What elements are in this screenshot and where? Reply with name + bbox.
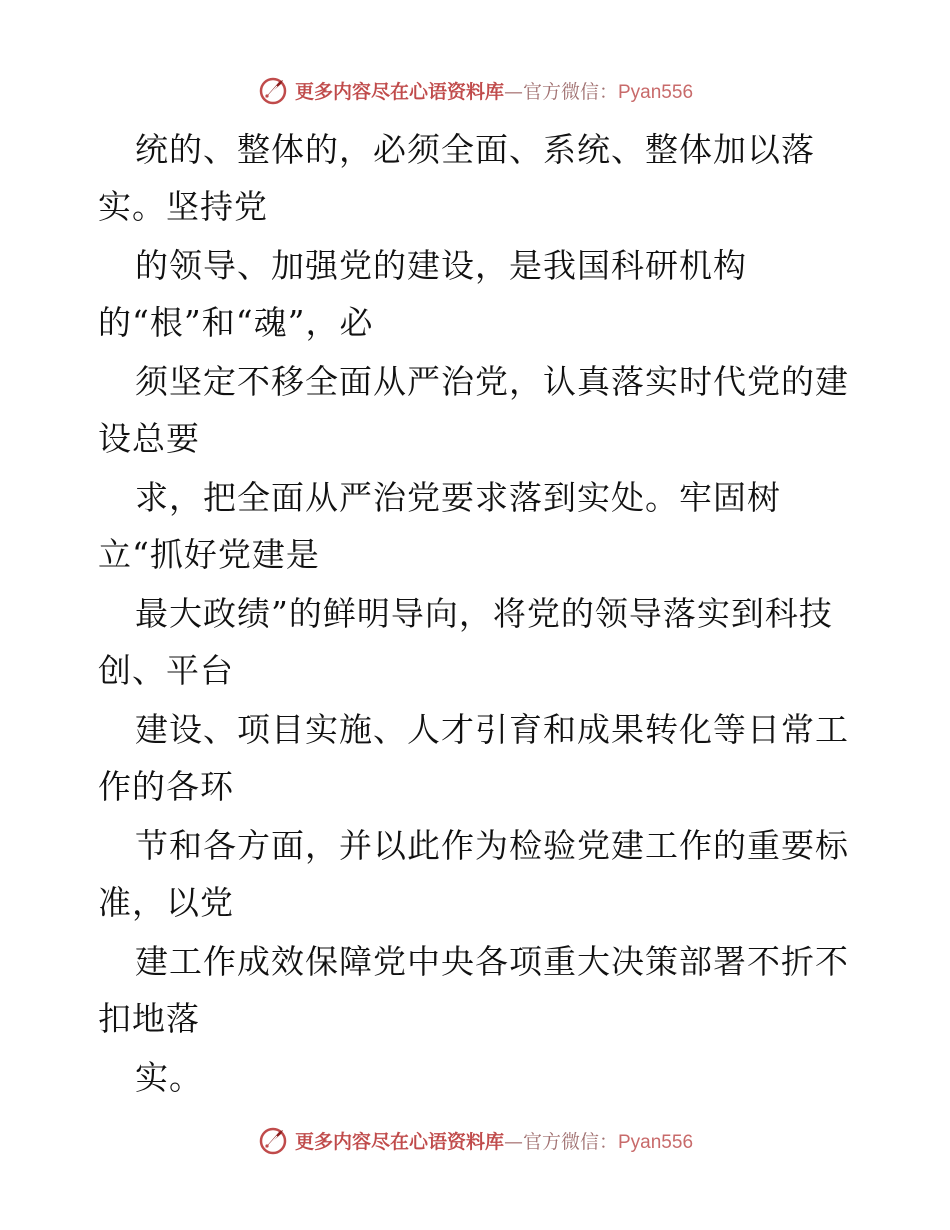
watermark-main: 更多内容尽在心语资料库 (294, 80, 504, 103)
watermark-sub: 官方微信： (522, 1130, 618, 1153)
text-line: 的领导、加强党的建设，是我国科研机构 (135, 246, 747, 285)
text-line: 扣地落 (98, 999, 200, 1038)
text-line: 建工作成效保障党中央各项重大决策部署不折不 (135, 942, 849, 981)
watermark-text (295, 77, 693, 104)
watermark-sub: 官方微信： (522, 80, 618, 103)
text-line: 设总要 (98, 419, 200, 458)
footer-watermark (0, 1120, 950, 1160)
watermark-group (257, 1124, 693, 1156)
feather-pen-logo-icon (257, 1124, 289, 1156)
text-line: 实。 (135, 1058, 203, 1097)
text-line: 作的各环 (98, 767, 234, 806)
text-line: 立“抓好党建是 (98, 535, 320, 574)
text-line: 最大政绩”的鲜明导向，将党的领导落实到科技 (135, 594, 833, 633)
watermark-id: Pyan556 (618, 81, 694, 103)
text-line: 创、平台 (98, 651, 234, 690)
text-line: 节和各方面，并以此作为检验党建工作的重要标 (135, 826, 849, 865)
text-line: 求，把全面从严治党要求落到实处。牢固树 (135, 478, 781, 517)
text-line: 建设、项目实施、人才引育和成果转化等日常工 (135, 710, 849, 749)
text-line: 须坚定不移全面从严治党，认真落实时代党的建 (135, 362, 849, 401)
text-line: 统的、整体的，必须全面、系统、整体加以落 (135, 130, 815, 169)
text-line: 准，以党 (98, 883, 234, 922)
watermark-dash: — (503, 80, 523, 103)
watermark-id: Pyan556 (618, 1131, 694, 1153)
feather-pen-logo-icon (257, 74, 289, 106)
watermark-dash: — (503, 1130, 523, 1153)
text-line: 的“根”和“魂”，必 (98, 303, 374, 342)
watermark-main: 更多内容尽在心语资料库 (294, 1130, 504, 1153)
watermark-group (257, 74, 693, 106)
watermark-text (295, 1127, 693, 1154)
header-watermark (0, 70, 950, 110)
text-line: 实。坚持党 (98, 187, 268, 226)
